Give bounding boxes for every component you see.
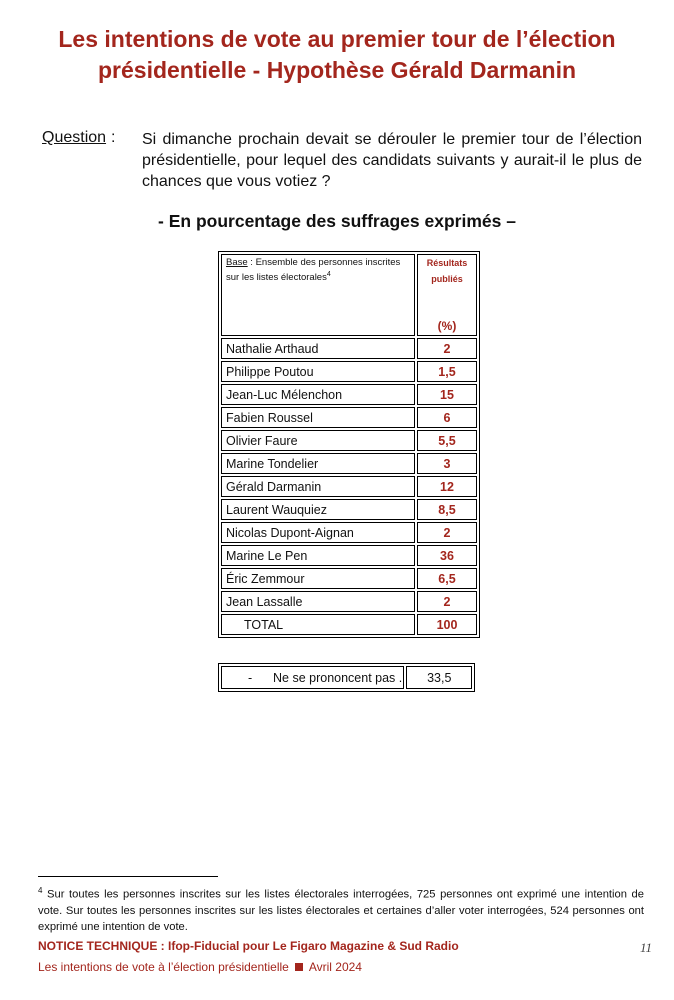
total-row [221, 614, 477, 635]
candidate-name: Jean Lassalle [221, 591, 415, 612]
results-header-label-2: publiés [431, 274, 463, 284]
results-header-label-1: Résultats [426, 258, 468, 268]
results-unit: (%) [437, 319, 457, 333]
candidate-value: 2 [417, 591, 477, 612]
table-row [221, 476, 477, 497]
candidate-name: Fabien Roussel [221, 407, 415, 428]
table-row [221, 522, 477, 543]
footnote-number: 4 [38, 886, 43, 895]
candidate-name: Nicolas Dupont-Aignan [221, 522, 415, 543]
candidate-name: Olivier Faure [221, 430, 415, 451]
footnote-divider [38, 876, 218, 877]
candidate-value: 8,5 [417, 499, 477, 520]
table-subtitle: - En pourcentage des suffrages exprimés – [158, 211, 516, 231]
table-row [221, 545, 477, 566]
results-header-cell [417, 254, 477, 336]
base-footnote-ref: 4 [326, 271, 331, 278]
no-answer-row [221, 666, 472, 689]
table-row [221, 499, 477, 520]
question-text: Si dimanche prochain devait se dérouler le premier tour de l’élection présidentielle, pour lequel des candidats suivants y aurait-il le plus de chances que vous votiez ? [142, 131, 642, 190]
table-row [221, 568, 477, 589]
candidate-value: 2 [417, 338, 477, 359]
footnote-text: Sur toutes les personnes inscrites sur les listes électorales interrogées, 725 personnes ont exprimé une intention de vote. Sur toutes les personnes inscrites sur les listes électorales et certaines d’aller voter interrogées, 524 personnes ont exprimé une intention de vote. [38, 888, 644, 933]
candidate-value: 12 [417, 476, 477, 497]
candidate-value: 6,5 [417, 568, 477, 589]
table-row [221, 453, 477, 474]
candidate-value: 3 [417, 453, 477, 474]
footnote [38, 883, 644, 935]
page-title [20, 24, 654, 86]
base-text: : Ensemble des personnes inscrites sur les listes électorales [226, 257, 401, 284]
question-colon: : [111, 129, 116, 146]
candidate-name: Gérald Darmanin [221, 476, 415, 497]
candidate-value: 36 [417, 545, 477, 566]
footer-subtitle [38, 960, 362, 974]
table-header-row [221, 254, 477, 336]
candidate-name: Marine Tondelier [221, 453, 415, 474]
total-value: 100 [417, 614, 477, 635]
table-row [221, 591, 477, 612]
footer-subtitle-left: Les intentions de vote à l’élection présidentielle [38, 960, 289, 974]
question-label: Question [42, 129, 107, 146]
page-number: 11 [639, 940, 652, 955]
candidate-name: Philippe Poutou [221, 361, 415, 382]
technical-notice: NOTICE TECHNIQUE : Ifop-Fiducial pour Le Figaro Magazine & Sud Radio [38, 939, 459, 953]
candidate-value: 6 [417, 407, 477, 428]
table-row [221, 407, 477, 428]
no-answer-value: 33,5 [406, 666, 472, 689]
candidate-name: Marine Le Pen [221, 545, 415, 566]
candidate-value: 5,5 [417, 430, 477, 451]
table-row [221, 430, 477, 451]
candidate-name: Nathalie Arthaud [221, 338, 415, 359]
candidate-name: Éric Zemmour [221, 568, 415, 589]
table-row [221, 338, 477, 359]
no-answer-table [218, 663, 475, 692]
table-row [221, 361, 477, 382]
title-line-1: Les intentions de vote au premier tour de l’élection [58, 26, 616, 52]
base-label: Base [226, 257, 248, 268]
square-bullet-icon [295, 963, 303, 971]
candidate-value: 1,5 [417, 361, 477, 382]
candidate-value: 2 [417, 522, 477, 543]
base-cell [221, 254, 415, 336]
candidate-value: 15 [417, 384, 477, 405]
results-table [218, 251, 480, 638]
title-line-2: présidentielle - Hypothèse Gérald Darmanin [97, 57, 577, 83]
table-row [221, 384, 477, 405]
footer-subtitle-right: Avril 2024 [308, 960, 362, 974]
candidate-name: Laurent Wauquiez [221, 499, 415, 520]
no-answer-label: - Ne se prononcent pas . [221, 666, 404, 689]
candidate-name: Jean-Luc Mélenchon [221, 384, 415, 405]
total-label: TOTAL [221, 614, 415, 635]
